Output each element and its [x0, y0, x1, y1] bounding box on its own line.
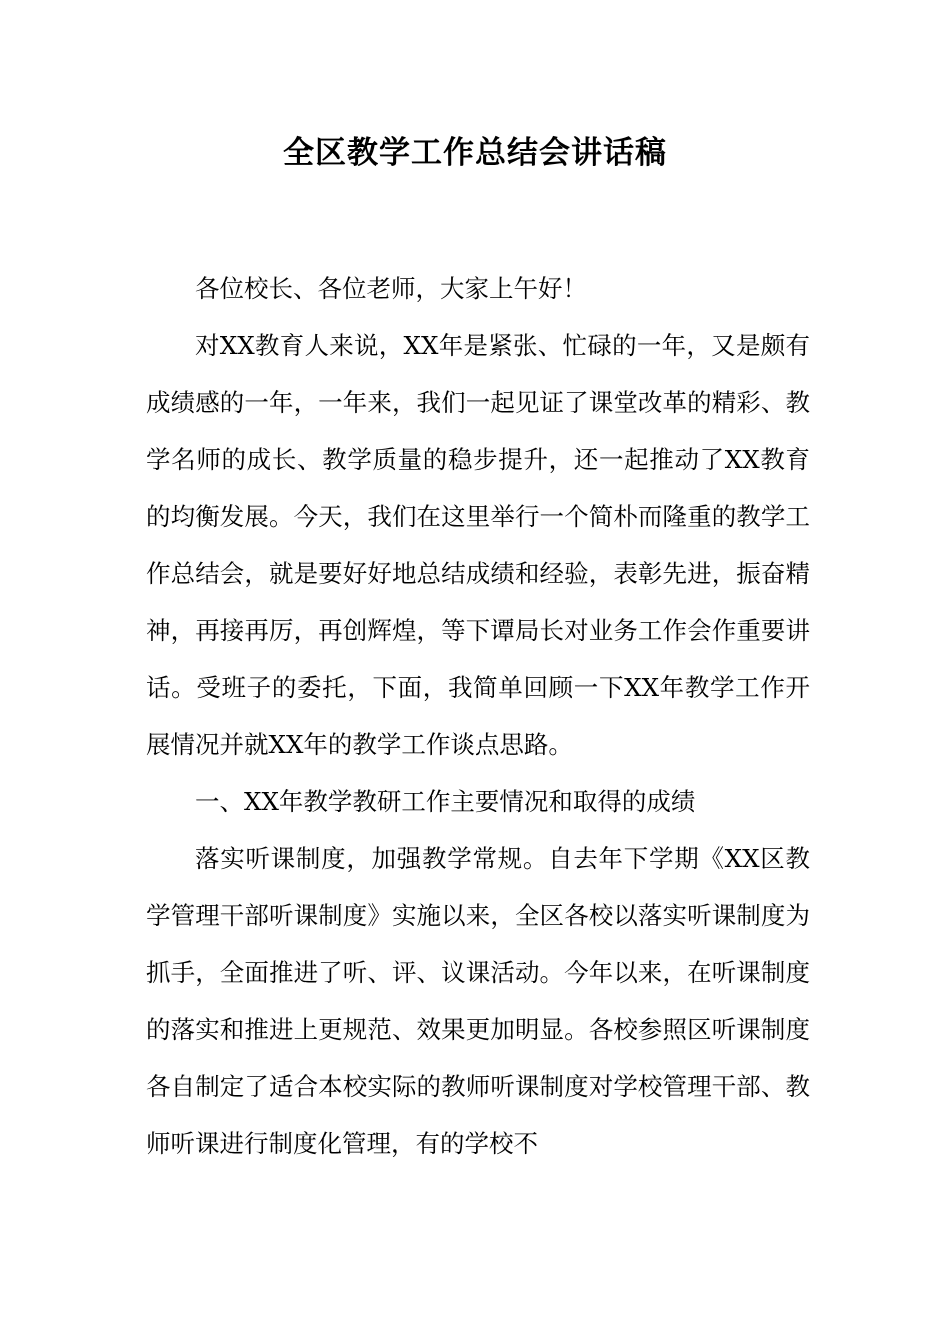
paragraph-intro: 对XX教育人来说，XX年是紧张、忙碌的一年，又是颇有成绩感的一年，一年来，我们一起见证了课堂改革的精彩、教学名师的成长、教学质量的稳步提升，还一起推动了XX教育的均衡发展。今天，我们在这里举行一个简朴而隆重的教学工作总结会，就是要好好地总结成绩和经验，表彰先进，振奋精神，再接再厉，再创辉煌，等下谭局长对业务工作会作重要讲话。受班子的委托，下面，我简单回顾一下XX年教学工作开展情况并就XX年的教学工作谈点思路。: [146, 331, 810, 759]
document-title: 全区教学工作总结会讲话稿: [283, 135, 667, 171]
paragraph-listening-system: 落实听课制度，加强教学常规。自去年下学期《XX区教学管理干部听课制度》实施以来，全区各校以落实听课制度为抓手，全面推进了听、评、议课活动。今年以来，在听课制度的落实和推进上更规范、效果更加明显。各校参照区听课制度各自制定了适合本校实际的教师听课制度对学校管理干部、教师听课进行制度化管理，有的学校不: [146, 844, 810, 1158]
section-heading-1: 一、XX年教学教研工作主要情况和取得的成绩: [195, 787, 696, 816]
paragraph-greeting: 各位校长、各位老师，大家上午好！: [195, 274, 587, 303]
document-body: [146, 260, 810, 1172]
